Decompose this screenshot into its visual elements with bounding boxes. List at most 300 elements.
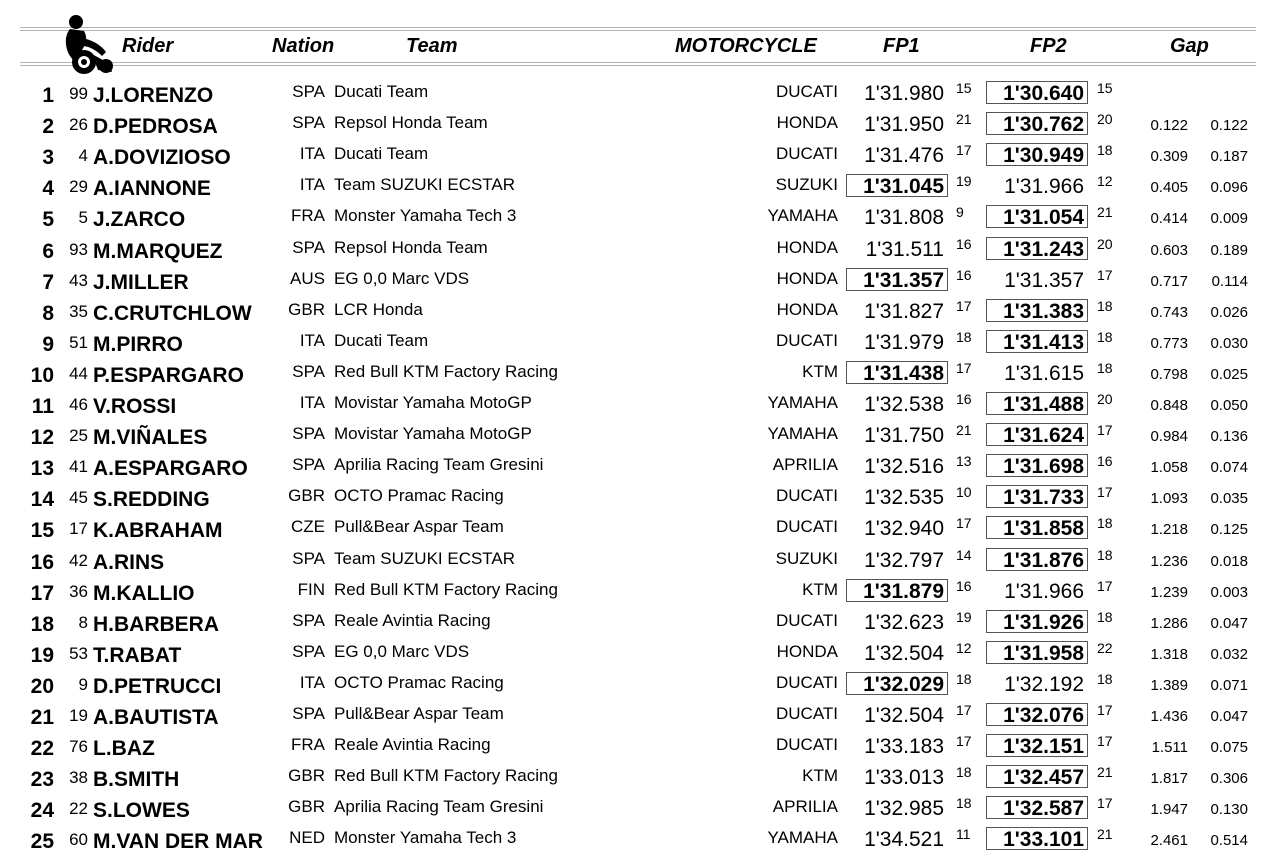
rider-number: 46 [69,395,88,414]
fp1-lap: 18 [956,764,972,781]
fp2-lap: 17 [1097,795,1113,812]
fp2-time: 1'31.488 [986,392,1088,415]
fp2-time: 1'32.457 [986,765,1088,788]
team-name: Pull&Bear Aspar Team [334,517,504,537]
motorcycle: DUCATI [775,144,838,164]
fp1-lap: 17 [956,733,972,750]
fp1-lap: 18 [956,328,972,345]
rider-name: V.ROSSI [93,395,177,418]
fp1-time: 1'31.808 [864,206,944,230]
gap-previous: 0.035 [1210,490,1248,508]
nation: SPA [292,82,325,101]
fp2-time: 1'31.858 [986,516,1088,539]
fp2-lap: 17 [1097,733,1113,750]
fp2-time: 1'31.383 [986,299,1088,322]
fp2-lap: 17 [1097,266,1113,283]
rider-number: 43 [69,270,88,290]
fp1-lap: 16 [956,235,972,252]
motorcycle: KTM [802,579,838,599]
table-row [0,358,1282,389]
gap-previous: 0.032 [1210,645,1248,663]
fp1-time: 1'32.538 [864,393,944,416]
rider-number: 22 [69,799,88,819]
fp2-lap: 18 [1097,546,1113,563]
nation: NED [289,828,325,848]
table-row [0,296,1282,327]
motorcycle: YAMAHA [767,393,838,412]
fp2-time: 1'32.076 [986,703,1088,726]
fp2-time: 1'31.698 [986,454,1088,477]
fp1-lap: 18 [956,795,972,812]
team-name: Reale Avintia Racing [334,735,491,755]
table-row [0,451,1282,482]
table-row [0,638,1282,669]
fp1-time: 1'31.979 [864,330,944,354]
team-name: Reale Avintia Racing [334,610,491,630]
fp2-lap: 18 [1097,670,1113,687]
nation: SPA [292,424,325,444]
team-name: Movistar Yamaha MotoGP [334,424,532,444]
motorcycle: HONDA [776,641,838,661]
fp1-time: 1'32.535 [864,486,944,510]
fp1-lap: 17 [956,515,972,532]
gap: 1.817 [1150,770,1188,788]
fp2-lap: 18 [1097,608,1113,625]
position: 19 [30,643,54,667]
column-header-motorcycle: MOTORCYCLE [675,35,817,57]
rider-name: A.BAUTISTA [93,706,219,729]
fp1-lap: 10 [956,484,972,501]
table-row [0,482,1282,513]
position: 5 [42,208,54,232]
fp2-lap: 12 [1097,173,1113,190]
gap: 1.511 [1151,739,1188,757]
fp2-time: 1'31.966 [1004,175,1084,199]
gap-previous: 0.025 [1210,365,1248,383]
gap: 1.239 [1150,583,1188,601]
motorcycle: YAMAHA [767,206,838,226]
fp1-time: 1'32.623 [864,610,944,634]
rider-name: S.REDDING [93,488,210,512]
fp1-lap: 12 [956,639,972,656]
nation: GBR [288,797,325,817]
fp1-time: 1'32.985 [864,797,944,821]
position: 2 [42,115,54,139]
gap: 2.461 [1150,832,1188,850]
team-name: Team SUZUKI ECSTAR [334,175,516,195]
nation: ITA [299,672,325,692]
gap-previous: 0.074 [1210,459,1248,477]
gap-previous: 0.071 [1210,676,1248,694]
gap-previous: 0.136 [1210,428,1248,446]
table-row [0,420,1282,451]
motorcycle: KTM [802,766,838,786]
fp1-lap: 13 [956,453,972,470]
nation: CZE [291,517,325,537]
position: 7 [42,270,54,294]
table-row [0,545,1282,576]
team-name: Ducati Team [334,330,429,350]
nation: GBR [288,486,325,506]
nation: FRA [291,735,325,755]
rider-number: 93 [69,239,88,259]
table-row [0,824,1282,855]
position: 23 [30,768,54,792]
rider-number: 9 [78,674,88,694]
fp2-time: 1'31.615 [1004,361,1084,385]
fp1-lap: 18 [956,670,972,687]
rider-name: M.PIRRO [93,332,183,356]
motorcycle: YAMAHA [767,424,838,444]
fp2-time: 1'31.733 [986,485,1088,508]
rider-name: M.KALLIO [93,581,195,605]
table-row [0,762,1282,793]
nation: GBR [288,766,325,786]
motorcycle: SUZUKI [775,175,838,195]
gap-previous: 0.130 [1210,801,1248,819]
fp1-time: 1'32.504 [864,641,944,665]
motorcycle: YAMAHA [767,828,838,848]
rider-number: 60 [69,830,88,850]
gap-previous: 0.122 [1210,117,1248,135]
gap-previous: 0.096 [1210,179,1248,197]
fp2-time: 1'33.101 [986,827,1088,850]
table-row [0,513,1282,544]
fp2-lap: 18 [1097,297,1113,314]
team-name: Repsol Honda Team [334,237,488,257]
fp2-time: 1'31.243 [986,237,1088,260]
fp1-time: 1'32.029 [846,672,948,695]
nation: AUS [290,268,325,288]
fp1-time: 1'32.940 [864,517,944,541]
nation: ITA [299,393,325,412]
nation: GBR [288,299,325,319]
fp2-time: 1'31.054 [986,205,1088,228]
motorcycle: DUCATI [775,330,838,350]
fp2-lap: 18 [1097,328,1113,345]
gap: 0.798 [1150,365,1188,383]
table-row [0,607,1282,638]
gap-previous: 0.125 [1210,521,1248,539]
fp1-lap: 21 [956,111,972,128]
rider-number: 8 [78,612,88,632]
fp2-time: 1'32.192 [1004,672,1084,696]
motorcycle: DUCATI [775,672,838,692]
rider-number: 5 [78,208,88,228]
fp1-time: 1'31.950 [864,113,944,137]
table-row [0,327,1282,358]
nation: SPA [292,610,325,630]
motorcycle: APRILIA [772,797,838,817]
team-name: Team SUZUKI ECSTAR [334,548,516,568]
fp1-time: 1'32.516 [864,455,944,479]
rider-name: B.SMITH [93,768,180,792]
header-bottom-line-2 [20,65,1256,66]
nation: SPA [292,548,325,568]
rider-number: 44 [69,363,88,383]
position: 25 [30,830,54,854]
table-row [0,700,1282,731]
fp2-time: 1'31.413 [986,330,1088,353]
column-header-nation: Nation [272,35,335,57]
team-name: Repsol Honda Team [334,113,488,133]
rider-name: A.RINS [93,550,165,574]
motorcycle: HONDA [776,268,838,288]
fp1-time: 1'31.438 [846,361,948,384]
team-name: Monster Yamaha Tech 3 [334,828,517,848]
rider-name: L.BAZ [93,737,155,761]
fp1-lap: 21 [956,422,972,439]
team-name: Red Bull KTM Factory Racing [334,361,558,381]
table-row [0,109,1282,140]
fp2-time: 1'32.587 [986,796,1088,819]
gap: 1.093 [1150,490,1188,508]
gap-previous: 0.187 [1210,148,1248,166]
motorcycle: DUCATI [775,82,838,101]
fp2-lap: 17 [1097,484,1113,501]
nation: FIN [297,579,325,599]
gap-previous: 0.026 [1210,303,1248,321]
team-name: Aprilia Racing Team Gresini [334,455,544,475]
motorcycle: DUCATI [775,610,838,630]
gap: 1.947 [1150,801,1188,819]
fp2-lap: 17 [1097,422,1113,439]
fp2-time: 1'31.966 [1004,579,1084,603]
fp1-lap: 19 [956,608,972,625]
table-row [0,265,1282,296]
team-name: Pull&Bear Aspar Team [334,704,504,723]
position: 13 [30,457,54,481]
fp2-lap: 21 [1097,764,1113,781]
fp1-time: 1'31.511 [865,237,944,261]
fp2-lap: 21 [1097,204,1113,221]
nation: SPA [292,641,325,661]
header-top-line-2 [20,30,1256,31]
table-row [0,389,1282,420]
gap-previous: 0.306 [1210,770,1248,788]
rider-name: D.PETRUCCI [93,674,222,698]
team-name: Ducati Team [334,144,429,164]
rider-number: 4 [78,146,88,166]
fp1-time: 1'31.827 [864,299,944,323]
rider-name: A.DOVIZIOSO [93,146,231,170]
fp2-lap: 18 [1097,142,1113,159]
team-name: Red Bull KTM Factory Racing [334,766,558,786]
fp1-time: 1'33.013 [864,766,944,790]
rider-number: 45 [69,488,88,508]
fp2-lap: 20 [1097,391,1113,407]
table-row [0,78,1282,109]
gap-previous: 0.050 [1210,397,1248,414]
fp2-lap: 21 [1097,826,1113,843]
rider-number: 38 [69,768,88,788]
table-row [0,576,1282,607]
motorcycle: DUCATI [775,735,838,755]
motorcycle: HONDA [776,237,838,257]
rider-name: A.ESPARGARO [93,457,248,481]
fp2-lap: 16 [1097,453,1113,470]
gap-previous: 0.075 [1210,739,1248,757]
motorcycle-rider-icon [62,14,118,76]
position: 9 [42,332,54,356]
team-name: Monster Yamaha Tech 3 [334,206,517,226]
fp2-time: 1'31.876 [986,548,1088,571]
rider-number: 51 [69,332,88,352]
gap-previous: 0.047 [1210,614,1248,632]
position: 11 [31,395,54,418]
team-name: OCTO Pramac Racing [334,672,504,692]
team-name: EG 0,0 Marc VDS [334,268,470,288]
fp1-lap: 17 [956,142,972,159]
motorcycle: KTM [802,361,838,381]
fp2-lap: 22 [1097,639,1113,656]
gap-previous: 0.114 [1211,272,1248,290]
gap: 0.773 [1150,334,1188,352]
position: 12 [30,426,54,450]
nation: ITA [299,175,325,195]
rider-number: 19 [69,706,88,725]
table-row [0,140,1282,171]
fp1-lap: 15 [956,80,972,96]
rider-number: 26 [69,115,88,135]
motorcycle: SUZUKI [775,548,838,568]
motorcycle: DUCATI [775,517,838,537]
team-name: EG 0,0 Marc VDS [334,641,470,661]
table-row [0,793,1282,824]
position: 4 [42,177,54,201]
rider-name: M.MARQUEZ [93,239,223,263]
gap: 0.743 [1150,303,1188,321]
fp2-time: 1'30.640 [986,81,1088,104]
gap: 0.717 [1150,272,1188,290]
column-header-rider: Rider [122,35,174,57]
motorcycle: HONDA [776,113,838,133]
rider-name: K.ABRAHAM [93,519,223,543]
rider-number: 76 [69,737,88,757]
nation: SPA [292,113,325,133]
rider-name: J.MILLER [93,270,189,294]
fp2-lap: 17 [1097,577,1113,594]
fp1-lap: 16 [956,391,972,407]
team-name: Aprilia Racing Team Gresini [334,797,544,817]
gap: 0.603 [1150,241,1188,259]
gap: 0.122 [1150,117,1188,135]
fp2-lap: 17 [1097,702,1113,718]
gap: 0.309 [1150,148,1188,166]
rider-name: T.RABAT [93,643,182,667]
rider-name: J.LORENZO [93,84,214,107]
rider-number: 25 [69,426,88,446]
position: 8 [42,301,54,325]
gap-previous: 0.514 [1210,832,1248,850]
gap-previous: 0.189 [1210,241,1248,259]
gap: 0.984 [1150,428,1188,446]
position: 3 [42,146,54,170]
gap: 1.436 [1150,708,1188,725]
column-header-fp1: FP1 [883,35,920,57]
fp1-lap: 16 [956,577,972,594]
position: 22 [30,737,54,761]
rider-name: M.VIÑALES [93,426,208,450]
fp1-time: 1'34.521 [864,828,944,852]
position: 15 [30,519,54,543]
table-row [0,669,1282,700]
rider-number: 53 [69,643,88,663]
gap: 0.414 [1150,210,1188,228]
column-header-team: Team [406,35,458,57]
gap-previous: 0.047 [1210,708,1248,725]
rider-number: 42 [69,550,88,570]
rider-name: P.ESPARGARO [93,363,244,387]
table-row [0,731,1282,762]
rider-name: M.VAN DER MAR [93,830,263,854]
rider-name: C.CRUTCHLOW [93,301,252,325]
position: 6 [42,239,54,263]
team-name: Red Bull KTM Factory Racing [334,579,558,599]
team-name: LCR Honda [334,299,423,319]
column-header-gap: Gap [1170,35,1209,57]
nation: SPA [292,361,325,381]
fp1-lap: 19 [956,173,972,190]
position: 21 [30,706,54,729]
gap: 1.218 [1150,521,1188,539]
fp2-time: 1'31.624 [986,423,1088,446]
table-row [0,234,1282,265]
gap: 0.848 [1150,397,1188,414]
gap: 0.405 [1150,179,1188,197]
rider-number: 36 [69,581,88,601]
position: 10 [30,363,54,387]
rider-number: 99 [69,84,88,103]
fp1-time: 1'33.183 [864,735,944,759]
motorcycle: DUCATI [775,486,838,506]
fp1-time: 1'31.750 [864,424,944,448]
position: 17 [30,581,54,605]
gap-previous: 0.009 [1210,210,1248,228]
fp2-lap: 18 [1097,515,1113,532]
gap: 1.318 [1150,645,1188,663]
gap: 1.286 [1150,614,1188,632]
motorcycle: APRILIA [772,455,838,475]
nation: ITA [299,330,325,350]
fp1-lap: 17 [956,359,972,376]
fp1-time: 1'31.357 [846,268,948,291]
nation: SPA [292,455,325,475]
fp2-lap: 18 [1097,359,1113,376]
fp1-lap: 11 [956,826,971,843]
fp1-time: 1'31.045 [846,174,948,197]
fp1-lap: 9 [956,204,964,221]
motorcycle: HONDA [776,299,838,319]
team-name: Movistar Yamaha MotoGP [334,393,532,412]
fp1-time: 1'32.504 [864,704,944,727]
rider-number: 35 [69,301,88,321]
gap: 1.236 [1150,552,1188,570]
position: 14 [30,488,54,512]
rider-number: 41 [69,457,88,477]
rider-name: H.BARBERA [93,612,219,636]
team-name: OCTO Pramac Racing [334,486,504,506]
rider-name: S.LOWES [93,799,190,823]
gap-previous: 0.003 [1210,583,1248,601]
gap: 1.389 [1150,676,1188,694]
position: 18 [30,612,54,636]
fp2-lap: 20 [1097,111,1113,128]
fp2-time: 1'31.958 [986,641,1088,664]
fp2-time: 1'32.151 [986,734,1088,757]
rider-name: A.IANNONE [93,177,211,201]
fp1-time: 1'32.797 [864,548,944,572]
